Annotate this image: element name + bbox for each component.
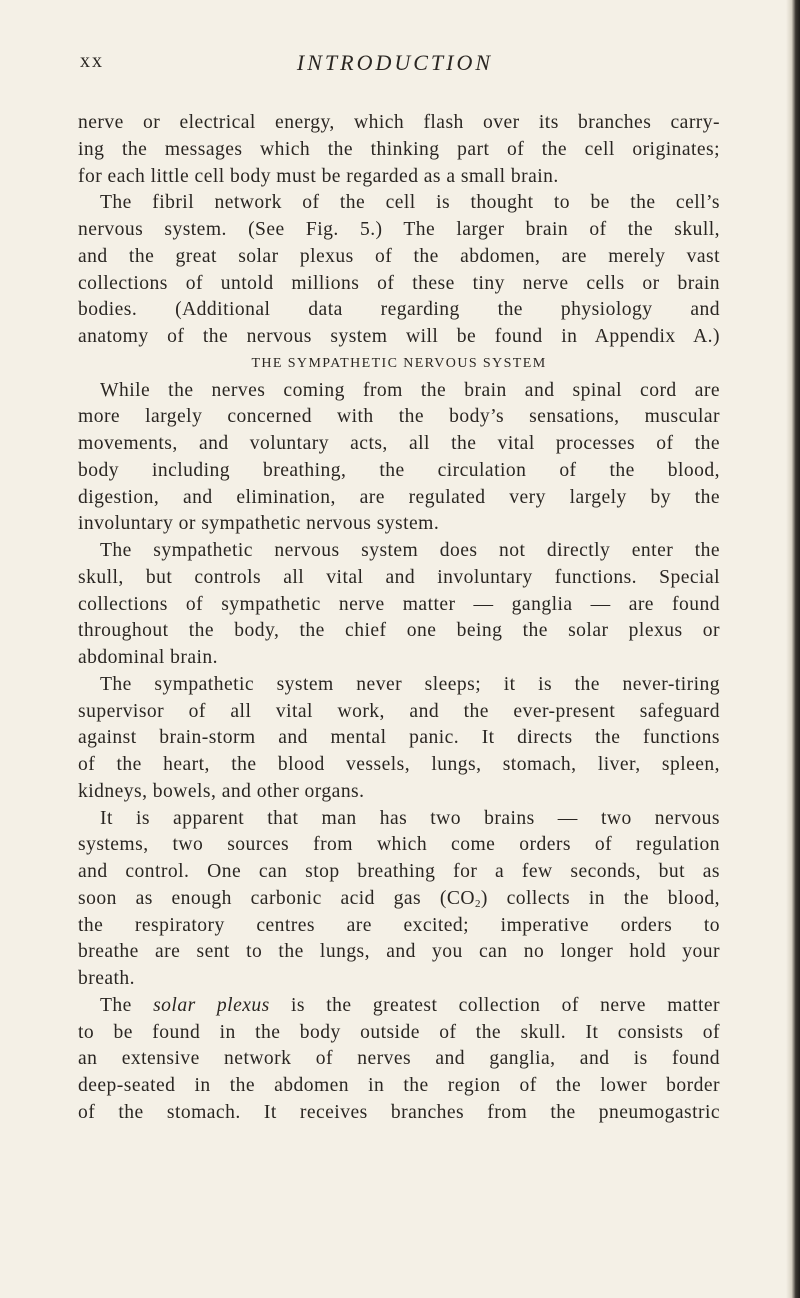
- body-text: [78, 110, 720, 1127]
- paragraph-7: [78, 993, 720, 1127]
- text-line: nervous system. (See Fig. 5.) The larger brain of the skull,: [78, 219, 720, 240]
- text-line: against brain-storm and mental panic. It directs the functions: [78, 727, 720, 749]
- page-edge-shadow: [786, 0, 800, 1298]
- text-line: and the great solar plexus of the abdomen, are merely vast: [78, 245, 720, 267]
- text-line: ing the messages which the thinking part of the cell originates;: [78, 138, 720, 160]
- paragraph-5: [78, 672, 720, 806]
- text-line: The sympathetic nervous system does not directly enter the: [100, 540, 720, 561]
- text-line: The sympathetic system never sleeps; it is the never-tiring: [100, 673, 720, 695]
- text-line: body including breathing, the circulation of the blood,: [78, 459, 720, 481]
- page-header: [70, 50, 720, 82]
- text-line: The fibril network of the cell is thought to be the cell’s: [100, 192, 720, 214]
- text-line: and control. One can stop breathing for a few seconds, but as: [78, 861, 720, 882]
- text-line: an extensive network of nerves and ganglia, and is found: [78, 1048, 720, 1070]
- text-line: bodies. (Additional data regarding the physiology and: [78, 299, 720, 321]
- text-line: throughout the body, the chief one being the solar plexus or: [78, 620, 720, 642]
- text-line: movements, and voluntary acts, all the vital processes of the: [78, 433, 720, 454]
- text-line: supervisor of all vital work, and the ever-present safeguard: [78, 700, 720, 722]
- page-number: xx: [80, 50, 104, 72]
- text-line: nerve or electrical energy, which flash over its branches carry-: [78, 112, 720, 133]
- text-line: collections of untold millions of these tiny nerve cells or brain: [78, 272, 720, 294]
- text-line: breath.: [78, 968, 136, 989]
- text-line-co2: [78, 886, 720, 913]
- text-line: the respiratory centres are excited; imperative orders to: [78, 914, 720, 936]
- text-fragment: The: [100, 994, 154, 1016]
- text-line: deep-seated in the abdomen in the region of the lower border: [78, 1075, 720, 1096]
- text-line: It is apparent that man has two brains — two nervous: [100, 807, 720, 829]
- text-line: involuntary or sympathetic nervous system.: [78, 513, 440, 535]
- text-line: breathe are sent to the lungs, and you can no longer hold your: [78, 941, 720, 963]
- text-line: digestion, and elimination, are regulated very largely by the: [78, 486, 720, 508]
- text-line: abdominal brain.: [78, 647, 218, 668]
- text-fragment: is the greatest collection of nerve matter: [269, 994, 720, 1016]
- paragraph-2: [78, 190, 720, 351]
- text-line: skull, but controls all vital and involuntary functions. Special: [78, 566, 720, 588]
- paragraph-4: [78, 538, 720, 672]
- text-line: While the nerves coming from the brain and spinal cord are: [100, 379, 720, 401]
- emphasis-solar-plexus: solar plexus: [153, 994, 270, 1016]
- text-line: of the heart, the blood vessels, lungs, stomach, liver, spleen,: [78, 754, 720, 775]
- text-line: for each little cell body must be regarded as a small brain.: [78, 165, 559, 187]
- section-heading: THE SYMPATHETIC NERVOUS SYSTEM: [251, 355, 547, 371]
- text-fragment: soon as enough carbonic acid gas (CO: [78, 887, 475, 909]
- subscript-2: 2: [474, 897, 481, 910]
- text-line: collections of sympathetic nerve matter — ganglia — are found: [78, 593, 720, 615]
- text-line: [78, 993, 720, 1020]
- text-line: to be found in the body outside of the skull. It consists of: [78, 1021, 720, 1043]
- running-title: INTRODUCTION: [296, 50, 494, 75]
- text-line: more largely concerned with the body’s sensations, muscular: [78, 406, 720, 428]
- paragraph-3: [78, 378, 720, 539]
- text-line: kidneys, bowels, and other organs.: [78, 780, 365, 802]
- text-line: anatomy of the nervous system will be found in Appendix A.): [78, 326, 720, 347]
- paragraph-1: [78, 110, 720, 190]
- text-line: of the stomach. It receives branches from the pneumogastric: [78, 1101, 720, 1123]
- text-fragment: ) collects in the blood,: [480, 887, 720, 909]
- text-line: systems, two sources from which come orders of regulation: [78, 834, 720, 856]
- paragraph-6: [78, 806, 720, 993]
